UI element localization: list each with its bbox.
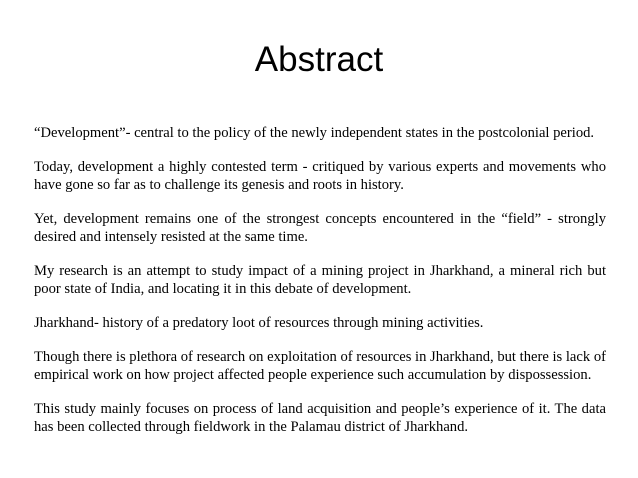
abstract-paragraph: “Development”- central to the policy of the newly independent states in the postcolonial period.	[34, 125, 595, 141]
slide-title: Abstract	[254, 40, 384, 79]
abstract-paragraph: Today, development a highly contested term - critiqued by various experts and movements who have gone so far as to challenge its genesis and roots in history.	[34, 159, 606, 193]
abstract-paragraph: Jharkhand- history of a predatory loot of resources through mining activities.	[34, 315, 484, 331]
abstract-body	[34, 124, 606, 452]
abstract-paragraph: Yet, development remains one of the strongest concepts encountered in the “field” - strongly desired and intensely resisted at the same time.	[34, 211, 606, 245]
abstract-paragraph: Though there is plethora of research on exploitation of resources in Jharkhand, but there is lack of empirical work on how project affected people experience such accumulation by dispossession.	[34, 349, 606, 383]
abstract-paragraph: This study mainly focuses on process of land acquisition and people’s experience of it. The data has been collected through fieldwork in the Palamau district of Jharkhand.	[34, 401, 606, 435]
abstract-paragraph: My research is an attempt to study impact of a mining project in Jharkhand, a mineral rich but poor state of India, and locating it in this debate of development.	[34, 263, 606, 297]
